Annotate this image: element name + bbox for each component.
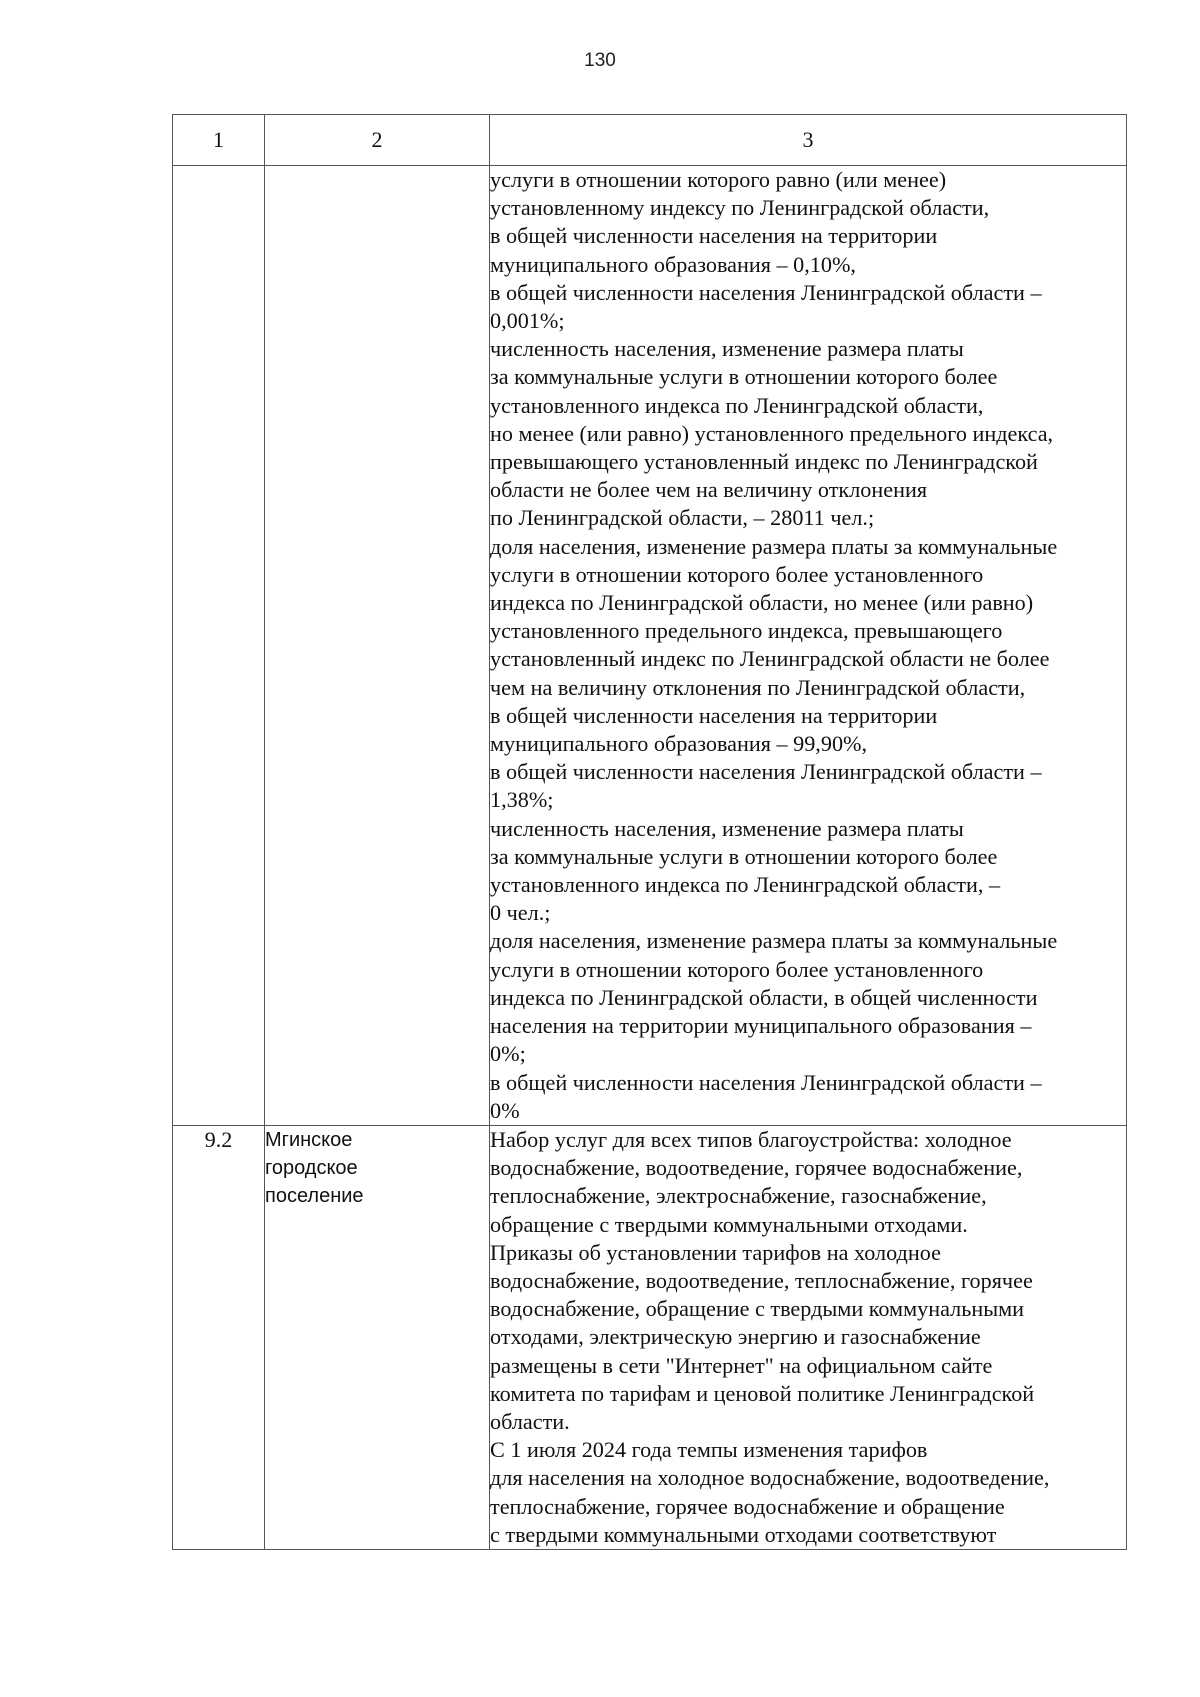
text-line: теплоснабжение, горячее водоснабжение и обращение (490, 1493, 1005, 1519)
table-row-continued (173, 166, 1127, 1126)
text-line: численность населения, изменение размера платы (490, 336, 964, 362)
text-line: доля населения, изменение размера платы за коммунальные (490, 533, 1058, 559)
text-line: теплоснабжение, электроснабжение, газоснабжение, (490, 1183, 987, 1209)
text-line: услуги в отношении которого более установленного (490, 956, 984, 982)
text-line: 0,001%; (490, 308, 565, 334)
text-line: услуги в отношении которого равно (или менее) (490, 167, 947, 192)
text-line: отходами, электрическую энергию и газоснабжение (490, 1324, 981, 1350)
cell-description-continued (490, 166, 1127, 1126)
text-line: в общей численности населения Ленинградской области – (490, 759, 1042, 785)
page-number: 130 (584, 50, 616, 71)
text-line: обращение с твердыми коммунальными отходами. (490, 1211, 968, 1237)
text-line: в общей численности населения на территории (490, 702, 938, 728)
name-line: Мгинское (265, 1128, 353, 1151)
text-line: области не более чем на величину отклонения (490, 477, 928, 503)
text-line: индекса по Ленинградской области, в общей численности (490, 984, 1038, 1010)
text-line: Приказы об установлении тарифов на холодное (490, 1239, 941, 1265)
text-line: с твердыми коммунальными отходами соответствуют (490, 1521, 997, 1547)
cell-number: 9.2 (173, 1125, 265, 1549)
table-header-row (173, 115, 1127, 166)
text-line: для населения на холодное водоснабжение, водоотведение, (490, 1465, 1050, 1491)
cell-number-empty (173, 166, 265, 1126)
text-line: водоснабжение, водоотведение, теплоснабжение, горячее (490, 1267, 1033, 1293)
text-line: в общей численности населения на территории (490, 223, 938, 249)
text-line: комитета по тарифам и ценовой политике Ленинградской (490, 1380, 1035, 1406)
header-col-2: 2 (265, 115, 490, 166)
text-line: по Ленинградской области, – 28011 чел.; (490, 505, 875, 531)
header-col-1: 1 (173, 115, 265, 166)
text-line: Набор услуг для всех типов благоустройства: холодное (490, 1126, 1012, 1152)
text-line: услуги в отношении которого более установленного (490, 561, 984, 587)
description-lines (490, 166, 1126, 1125)
text-line: но менее (или равно) установленного предельного индекса, (490, 420, 1054, 446)
description-lines (490, 1126, 1126, 1549)
name-line: поселение (265, 1185, 364, 1208)
cell-description-9-2 (490, 1125, 1127, 1549)
text-line: 0%; (490, 1041, 526, 1067)
text-line: установленного предельного индекса, превышающего (490, 618, 1003, 644)
text-line: С 1 июля 2024 года темпы изменения тарифов (490, 1437, 928, 1463)
text-line: установленного индекса по Ленинградской области, – (490, 872, 1001, 898)
text-line: населения на территории муниципального образования – (490, 1013, 1032, 1039)
text-line: чем на величину отклонения по Ленинградской области, (490, 674, 1026, 700)
text-line: превышающего установленный индекс по Ленинградской (490, 449, 1038, 475)
text-line: установленный индекс по Ленинградской области не более (490, 646, 1050, 672)
text-line: 1,38%; (490, 787, 554, 813)
municipality-name-lines (265, 1126, 489, 1211)
text-line: установленного индекса по Ленинградской области, (490, 392, 984, 418)
text-line: индекса по Ленинградской области, но менее (или равно) (490, 590, 1034, 616)
table-row-9-2 (173, 1125, 1127, 1549)
text-line: 0% (490, 1097, 520, 1123)
text-line: в общей численности населения Ленинградской области – (490, 1069, 1042, 1095)
text-line: в общей численности населения Ленинградской области – (490, 279, 1042, 305)
header-col-3: 3 (490, 115, 1127, 166)
cell-municipality-name (265, 1125, 490, 1549)
name-line: городское (265, 1157, 358, 1180)
text-line: водоснабжение, водоотведение, горячее водоснабжение, (490, 1155, 1023, 1181)
cell-name-empty (265, 166, 490, 1126)
text-line: установленному индексу по Ленинградской области, (490, 195, 990, 221)
tariff-table (172, 114, 1127, 1550)
text-line: области. (490, 1408, 570, 1434)
text-line: муниципального образования – 99,90%, (490, 731, 868, 757)
text-line: доля населения, изменение размера платы за коммунальные (490, 928, 1058, 954)
text-line: за коммунальные услуги в отношении которого более (490, 364, 998, 390)
text-line: размещены в сети "Интернет" на официальном сайте (490, 1352, 993, 1378)
text-line: водоснабжение, обращение с твердыми коммунальными (490, 1296, 1025, 1322)
text-line: муниципального образования – 0,10%, (490, 251, 856, 277)
text-line: численность населения, изменение размера платы (490, 815, 964, 841)
text-line: 0 чел.; (490, 900, 551, 926)
text-line: за коммунальные услуги в отношении которого более (490, 843, 998, 869)
